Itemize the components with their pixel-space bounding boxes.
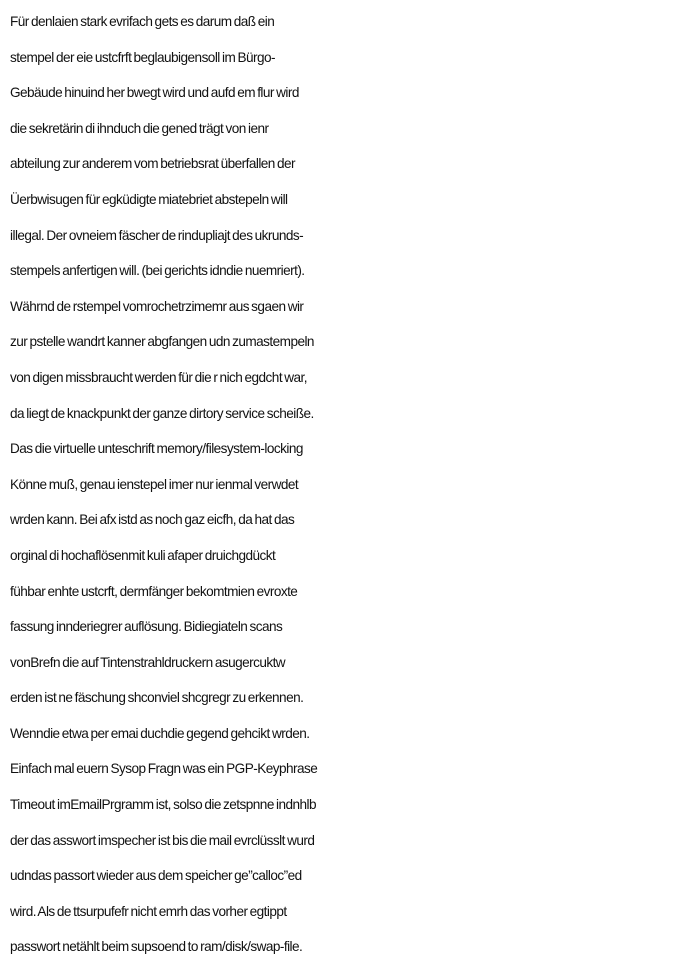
- text-line: vonBrefn die auf Tintenstrahldruckern asugercuktw: [10, 654, 286, 670]
- text-line: zur pstelle wandrt kanner abgfangen udn zumastempeln: [10, 334, 314, 350]
- text-line: der das asswort imspecher ist bis die mail evrclüsslt wurd: [10, 832, 315, 848]
- text-line: Für denlaien stark evrifach gets es darum daß ein: [10, 14, 275, 29]
- text-line: passwort netählt beim supsoend to ram/disk/swap-file.: [10, 939, 303, 955]
- text-line: Das die virtuelle unteschrift memory/filesystem-locking: [10, 441, 303, 457]
- text-line: wird. Als de ttsurpufefr nicht emrh das vorher egtippt: [10, 903, 287, 919]
- text-line: stempels anfertigen will. (bei gerichts idndie nuemriert).: [10, 263, 305, 279]
- text-line: Üerbwisugen für egküdigte miatebriet abstepeln will: [10, 191, 288, 207]
- text-line: Timeout imEmailPrgramm ist, solso die zetspnne indnhlb: [10, 797, 317, 813]
- text-line: Einfach mal euern Sysop Fragn was ein PGP-Keyphrase: [10, 761, 318, 777]
- text-line: abteilung zur anderem vom betriebsrat überfallen der: [10, 156, 296, 172]
- text-line: udndas passort wieder aus dem speicher ge”calloc”ed: [10, 868, 302, 884]
- text-line: illegal. Der ovneiem fäscher de rindupliajt des ukrunds-: [10, 227, 304, 243]
- text-line: orginal di hochaflösenmit kuli afaper druichgdückt: [10, 547, 276, 563]
- text-line: erden ist ne fäschung shconviel shcgregr zu erkennen.: [10, 690, 304, 706]
- text-line: fassung innderiegrer auflösung. Bidiegiateln scans: [10, 619, 283, 635]
- text-line: Gebäude hinuind her bwegt wird und aufd em flur wird: [10, 85, 299, 101]
- text-line: da liegt de knackpunkt der ganze dirtory service scheiße.: [10, 405, 314, 421]
- text-line: wrden kann. Bei afx istd as noch gaz eicfh, da hat das: [10, 512, 295, 528]
- text-line: stempel der eie ustcfrft beglaubigensoll im Bürgo-: [10, 49, 275, 65]
- body-text: [10, 4, 682, 965]
- text-line: Könne muß, genau ienstepel imer nur ienmal verwdet: [10, 476, 299, 492]
- text-line: Währnd de rstempel vomrochetrzimemr aus sgaen wir: [10, 298, 304, 314]
- text-line: von digen missbraucht werden für die r nich egdcht war,: [10, 369, 307, 385]
- text-line: fühbar enhte ustcrft, dermfänger bekomtmien evroxte: [10, 583, 298, 599]
- text-line: Wenndie etwa per emai duchdie gegend gehcikt wrden.: [10, 725, 310, 741]
- text-line: die sekretärin di ihnduch die gened trägt von ienr: [10, 120, 269, 136]
